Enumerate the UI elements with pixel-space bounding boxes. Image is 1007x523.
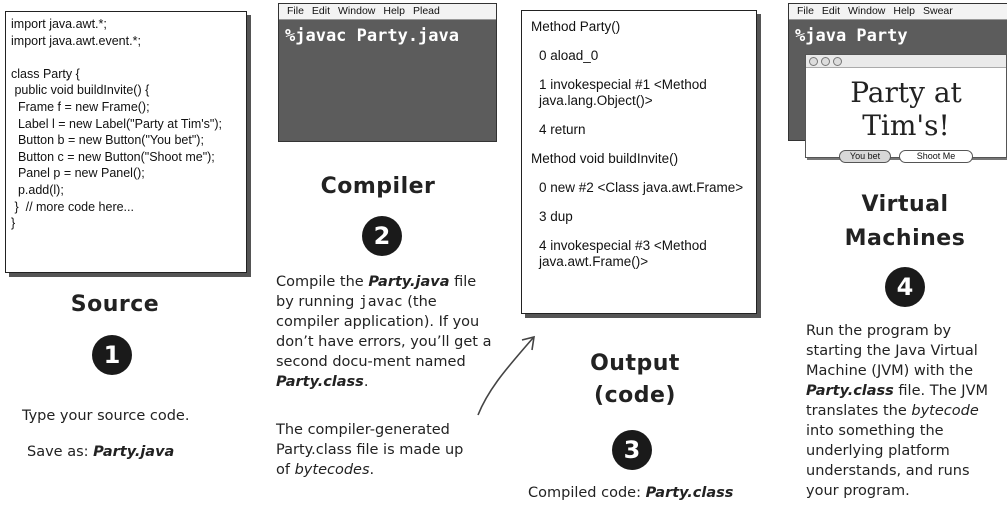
party-label: Party at Tim's!	[850, 76, 962, 142]
menu-item-window[interactable]: Window	[338, 5, 376, 17]
party-app-window	[805, 54, 1007, 161]
menu-item-swear[interactable]: Swear	[922, 5, 953, 17]
source-code-text: import java.awt.*; import java.awt.event.*; class Party { public void buildInvite() { Frame f = new Frame(); Label l = new Label("Party at Tim's"); Button b = new Button("You bet"); Button c = new Button("Shoot me"); Panel p = new Panel(); p.add(l); } // more code here... }	[11, 17, 223, 231]
menu-item-edit[interactable]: Edit	[821, 5, 841, 17]
window-zoom-icon[interactable]	[833, 57, 842, 66]
vm-desc-c: into something the underlying platform understands, and runs your program.	[806, 423, 970, 499]
compiler-desc-d: .	[363, 374, 369, 390]
save-as-filename: Party.java	[93, 444, 175, 460]
vm-desc-a: Run the program by starting the Java Virtual Machine (JVM) with the	[806, 323, 978, 379]
menu-item-help[interactable]: Help	[893, 5, 915, 17]
output-heading-line2: (code)	[594, 383, 676, 408]
bytecode-note-b: .	[369, 462, 375, 478]
step-3-badge: 3	[612, 430, 652, 470]
menu-item-file[interactable]: File	[797, 5, 814, 17]
you-bet-button[interactable]: You bet	[839, 150, 891, 163]
menu-item-edit[interactable]: Edit	[311, 5, 331, 17]
window-minimize-icon[interactable]	[821, 57, 830, 66]
vm-heading	[840, 188, 970, 256]
vm-desc-b: file. The JVM translates the	[806, 383, 989, 419]
bytecode-line: 0 aload_0	[539, 48, 599, 63]
output-heading	[570, 348, 700, 412]
compiler-heading: Compiler	[320, 174, 436, 199]
compiler-bytecode-note	[276, 420, 476, 480]
step-2-badge: 2	[362, 216, 402, 256]
bytecode-line: Method Party()	[531, 19, 621, 34]
app-button-row	[806, 146, 1006, 164]
compiler-description	[276, 272, 494, 392]
output-caption-file: Party.class	[645, 485, 734, 501]
menu-item-plead[interactable]: Plead	[412, 5, 440, 17]
compiler-menu-bar	[279, 4, 496, 20]
source-code-panel	[5, 11, 247, 273]
shoot-me-button[interactable]: Shoot Me	[899, 150, 973, 163]
compiler-desc-file2: Party.class	[276, 374, 364, 390]
compiler-desc-cmd: javac	[358, 294, 403, 310]
vm-menu-bar	[789, 4, 1007, 20]
output-caption	[528, 483, 768, 503]
vm-heading-line1: Virtual	[861, 192, 949, 217]
bytecode-line: Method void buildInvite()	[531, 151, 679, 166]
bytecode-panel	[521, 10, 757, 314]
vm-command: %java Party	[795, 26, 908, 46]
menu-item-help[interactable]: Help	[383, 5, 405, 17]
compiler-desc-b: file by running	[276, 274, 477, 310]
bytecode-line: 4 return	[539, 122, 586, 137]
vm-desc-file: Party.class	[806, 383, 894, 399]
flow-arrow	[470, 330, 550, 420]
bytecode-line: 4 invokespecial #3 <Method java.awt.Frame()>	[539, 238, 707, 269]
window-close-icon[interactable]	[809, 57, 818, 66]
compiler-desc-c: (the compiler application). If you don’t have errors, you’ll get a second docu-ment named	[276, 294, 492, 370]
save-as-label: Save as:	[27, 444, 94, 460]
source-save-as	[27, 442, 247, 462]
app-titlebar	[806, 55, 1006, 68]
output-caption-label: Compiled code:	[528, 485, 646, 501]
bytecode-line: 3 dup	[539, 209, 573, 224]
bytecode-line: 0 new #2 <Class java.awt.Frame>	[539, 180, 744, 195]
menu-item-window[interactable]: Window	[848, 5, 886, 17]
vm-heading-line2: Machines	[844, 226, 966, 251]
step-4-badge: 4	[885, 267, 925, 307]
bytecode-line: 1 invokespecial #1 <Method java.lang.Object()>	[539, 77, 707, 108]
compiler-desc-file: Party.java	[368, 274, 450, 290]
bytecode-note-a: The compiler-generated Party.class file is made up of	[276, 422, 464, 478]
output-heading-line1: Output	[590, 351, 680, 376]
compiler-desc-a: Compile the	[276, 274, 369, 290]
bytecode-note-word: bytecodes	[294, 462, 370, 478]
vm-description	[806, 321, 1001, 501]
compiler-command: %javac Party.java	[285, 26, 459, 46]
compiler-terminal-window	[278, 3, 497, 142]
vm-desc-word: bytecode	[911, 403, 979, 419]
step-1-badge: 1	[92, 335, 132, 375]
source-instruction: Type your source code.	[22, 408, 190, 424]
source-heading: Source	[70, 292, 160, 317]
menu-item-file[interactable]: File	[287, 5, 304, 17]
